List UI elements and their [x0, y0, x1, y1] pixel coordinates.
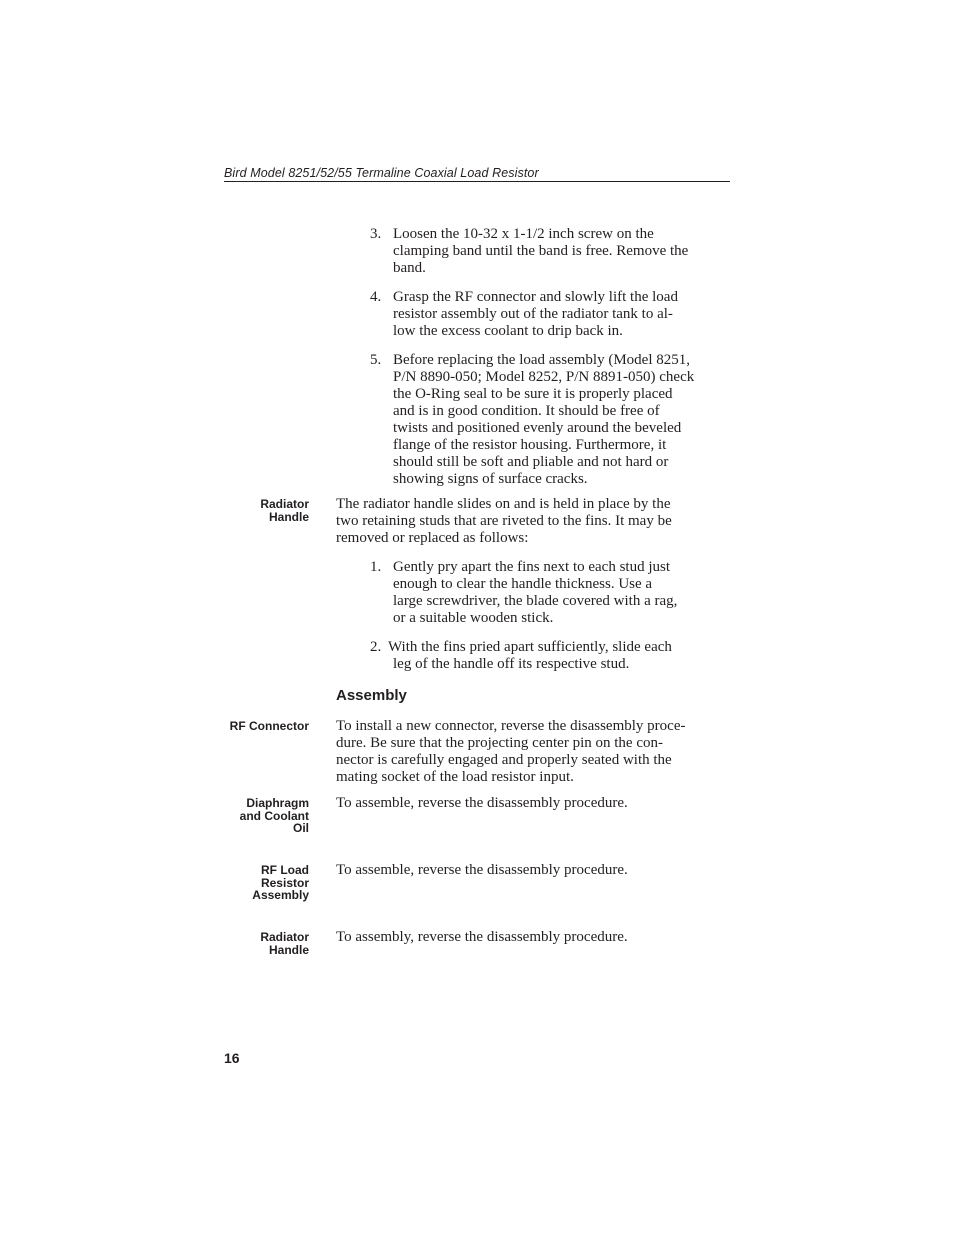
step-number: 4.	[370, 289, 382, 305]
side-label-line: Oil	[292, 821, 309, 836]
side-label-diaphragm	[240, 797, 309, 835]
text-line: two retaining studs that are riveted to the fins. It may be	[336, 513, 672, 529]
text-line: Grasp the RF connector and slowly lift the load	[393, 289, 678, 305]
step-text	[388, 639, 728, 673]
text-line: P/N 8890-050; Model 8252, P/N 8891-050) check	[393, 369, 695, 385]
side-label-line: Handle	[268, 942, 309, 957]
text-line: showing signs of surface cracks.	[393, 471, 588, 487]
text-line: To install a new connector, reverse the disassembly proce-	[336, 718, 686, 734]
text-line: resistor assembly out of the radiator tank to al-	[393, 306, 673, 322]
page-number: 16	[224, 1050, 240, 1066]
text-line: band.	[393, 260, 426, 276]
side-label-line: Radiator	[260, 497, 309, 511]
step-number: 3.	[370, 226, 382, 242]
text-line: Before replacing the load assembly (Model 8251,	[393, 352, 690, 368]
text-line: Gently pry apart the fins next to each stud just	[393, 559, 671, 575]
section-heading-assembly: Assembly	[336, 687, 407, 704]
radiator-handle-intro	[336, 496, 732, 547]
side-label-line: Diaphragm	[246, 796, 309, 810]
text-line: leg of the handle off its respective stud.	[393, 656, 630, 672]
text-line: To assemble, reverse the disassembly procedure.	[336, 795, 628, 811]
text-line: flange of the resistor housing. Furthermore, it	[393, 437, 667, 453]
rf-connector-text	[336, 718, 732, 786]
step-number: 1.	[370, 559, 382, 575]
side-label-rf-load-resistor	[252, 864, 309, 902]
side-label-line: Resistor	[260, 875, 309, 890]
text-line: twists and positioned evenly around the beveled	[393, 420, 682, 436]
text-line: nector is carefully engaged and properly seated with the	[336, 752, 672, 768]
text-line: and is in good condition. It should be free of	[393, 403, 660, 419]
text-line: To assembly, reverse the disassembly procedure.	[336, 929, 628, 945]
text-line: To assemble, reverse the disassembly procedure.	[336, 862, 628, 878]
rf-load-resistor-text	[336, 862, 732, 879]
text-line: large screwdriver, the blade covered with a rag,	[393, 593, 678, 609]
step-text	[393, 289, 733, 340]
side-label-line: RF Load	[261, 863, 309, 877]
text-line: removed or replaced as follows:	[336, 530, 529, 546]
text-line: clamping band until the band is free. Remove the	[393, 243, 689, 259]
text-line: or a suitable wooden stick.	[393, 610, 554, 626]
step-number: 5.	[370, 352, 382, 368]
side-label-line: Radiator	[260, 930, 309, 944]
text-line: the O-Ring seal to be sure it is properly placed	[393, 386, 673, 402]
text-line: low the excess coolant to drip back in.	[393, 323, 623, 339]
text-line: enough to clear the handle thickness. Use a	[393, 576, 653, 592]
text-line: mating socket of the load resistor input.	[336, 769, 574, 785]
side-label-line: RF Connector	[229, 719, 309, 733]
step-text	[393, 226, 733, 277]
side-label-line: Assembly	[252, 888, 309, 903]
side-label-radiator-handle-assembly	[260, 931, 309, 956]
text-line: dure. Be sure that the projecting center pin on the con-	[336, 735, 663, 751]
text-line: With the fins pried apart sufficiently, slide each	[388, 639, 672, 655]
diaphragm-text	[336, 795, 732, 812]
side-label-line: Handle	[268, 509, 309, 524]
running-head: Bird Model 8251/52/55 Termaline Coaxial Load Resistor	[224, 166, 730, 182]
side-label-radiator-handle	[260, 498, 309, 523]
side-label-line: and Coolant	[239, 808, 309, 823]
radiator-handle-assembly-text	[336, 929, 732, 946]
text-line: Loosen the 10-32 x 1-1/2 inch screw on the	[393, 226, 654, 242]
side-label-rf-connector	[230, 720, 309, 733]
text-line: The radiator handle slides on and is held in place by the	[336, 496, 671, 512]
step-text	[393, 352, 733, 488]
step-text	[393, 559, 733, 627]
step-number: 2.	[370, 639, 382, 655]
text-line: should still be soft and pliable and not hard or	[393, 454, 669, 470]
